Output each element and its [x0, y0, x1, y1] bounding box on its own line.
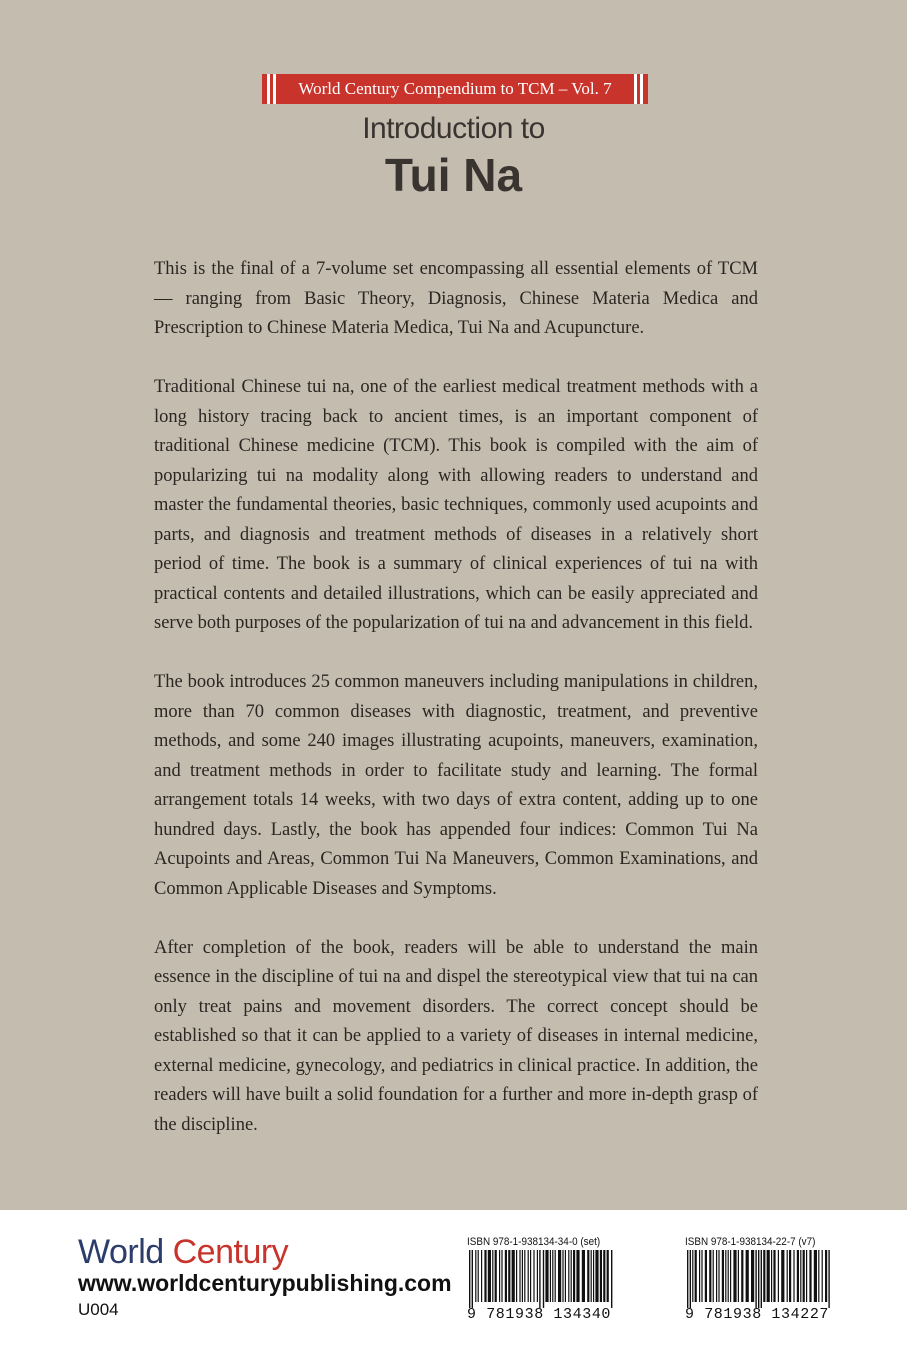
banner-stripe — [267, 74, 270, 104]
isbn-volume-label: ISBN 978-1-938134-22-7 (v7) — [685, 1236, 816, 1248]
barcode-bar — [543, 1250, 544, 1308]
barcode-bar — [713, 1250, 714, 1302]
barcode-bar — [545, 1250, 548, 1302]
barcode-bar — [806, 1250, 807, 1302]
footer-panel — [0, 1210, 907, 1360]
barcode-bar — [701, 1250, 702, 1302]
barcode-bar — [565, 1250, 566, 1302]
barcode-bar — [571, 1250, 572, 1302]
barcode-bar — [716, 1250, 717, 1302]
barcode-bar — [508, 1250, 510, 1302]
barcode-bar — [505, 1250, 507, 1302]
barcode-bar — [809, 1250, 811, 1302]
barcode-bar — [773, 1250, 775, 1302]
barcode-bar — [751, 1250, 754, 1302]
barcode-bar — [555, 1250, 556, 1302]
barcode-bar — [825, 1250, 827, 1302]
banner-stripe — [273, 74, 276, 104]
description-paragraph: Traditional Chinese tui na, one of the earliest medical treatment methods with a long history tracing back to ancient times, is an important component of traditional Chinese medicine (TCM). This book is compiled with the aim of popularizing tui na modality along with allowing readers to understand and master the fundamental theories, basic techniques, commonly used acupoints and parts, and diagnosis and treatment methods of diseases in a relatively short period of time. The book is a summary of clinical experiences of tui na with practical contents and detailed illustrations, which can be easily appreciated and serve both purposes of the popularization of tui na and advancement in this field. — [154, 377, 758, 633]
barcode-bar — [755, 1250, 756, 1308]
barcode-bar — [822, 1250, 823, 1302]
barcode-bar — [587, 1250, 589, 1302]
barcode-bar — [687, 1250, 688, 1308]
barcode-bar — [562, 1250, 563, 1302]
barcode-bar — [537, 1250, 538, 1302]
barcode-bar — [472, 1250, 473, 1308]
barcode-bar — [492, 1250, 493, 1302]
barcode-bar — [591, 1250, 592, 1302]
barcode-bar — [797, 1250, 799, 1302]
barcode-bar — [828, 1250, 829, 1308]
barcode-bar — [595, 1250, 598, 1302]
isbn-set-label: ISBN 978-1-938134-34-0 (set) — [467, 1236, 601, 1248]
barcode-bar — [478, 1250, 479, 1302]
barcode-bar — [522, 1250, 523, 1302]
barcode-bar — [728, 1250, 729, 1302]
barcode-bar — [738, 1250, 739, 1302]
barcode-bar — [501, 1250, 502, 1302]
barcode-bar — [818, 1250, 819, 1302]
barcode-volume — [685, 1236, 835, 1323]
barcode-bar — [722, 1250, 724, 1302]
barcode-bar — [733, 1250, 736, 1302]
logo-word-world: World — [78, 1233, 164, 1271]
barcode-bar — [814, 1250, 817, 1302]
barcode-bar — [499, 1250, 500, 1302]
barcode-bar — [767, 1250, 770, 1302]
barcode-bar — [528, 1250, 529, 1302]
barcode-bar — [787, 1250, 788, 1302]
barcode-bar — [484, 1250, 486, 1302]
barcode-bar — [800, 1250, 801, 1302]
barcode-bar — [519, 1250, 520, 1302]
barcode-bar — [699, 1250, 700, 1302]
barcode-bar — [552, 1250, 553, 1302]
logo-word-century: Century — [172, 1233, 289, 1271]
barcode-bar — [741, 1250, 743, 1302]
barcode-bar — [690, 1250, 691, 1308]
barcode-bar — [600, 1250, 602, 1302]
barcode-bar — [709, 1250, 711, 1302]
publisher-logo — [78, 1233, 288, 1272]
barcode-bar — [781, 1250, 784, 1302]
barcode-bar — [582, 1250, 585, 1302]
barcode-bar — [524, 1250, 525, 1302]
publisher-website: www.worldcenturypublishing.com — [78, 1270, 452, 1296]
description — [154, 255, 758, 1170]
barcode-bar — [512, 1250, 515, 1302]
barcode-bar — [761, 1250, 762, 1308]
title-intro: Introduction to — [362, 112, 545, 145]
barcode-bar — [793, 1250, 794, 1302]
barcode-bar — [607, 1250, 609, 1302]
barcode-bar — [488, 1250, 491, 1302]
barcode-bar — [495, 1250, 497, 1302]
barcode-bar — [611, 1250, 612, 1308]
barcode-bar — [558, 1250, 561, 1302]
banner-stripe — [640, 74, 643, 104]
series-banner — [262, 74, 648, 104]
description-paragraph: After completion of the book, readers will be able to understand the main essence in the discipline of tui na and dispel the stereotypical view that tui na can only treat pains and movement disorders. The correct concept should be established so that it can be applied to a variety of diseases in internal medicine, external medicine, gynecology, and pediatrics in clinical practice. In addition, the readers will have built a solid foundation for a further and more in-depth grasp of the discipline. — [154, 937, 758, 1135]
barcode-bar — [481, 1250, 482, 1302]
barcode-bar — [789, 1250, 791, 1302]
barcode-bar — [469, 1250, 470, 1308]
barcode-bar — [573, 1250, 575, 1302]
book-title: Tui Na — [384, 149, 523, 201]
barcode-set-digits: 9 781938 134340 — [467, 1306, 612, 1323]
barcode-bar — [725, 1250, 726, 1302]
barcode-bar — [593, 1250, 594, 1302]
barcode-bar — [695, 1250, 697, 1302]
barcode-volume-digits: 9 781938 134227 — [685, 1306, 830, 1323]
description-paragraph: This is the final of a 7-volume set encompassing all essential elements of TCM — ranging from Basic Theory, Diagnosis, Chinese Materia Medica and Prescription to Chinese Materia Medica, Tui Na and Acupuncture. — [154, 259, 758, 338]
barcode-bar — [803, 1250, 805, 1302]
banner-stripe — [634, 74, 637, 104]
barcode-bar — [692, 1250, 693, 1302]
barcode-bars-icon — [685, 1250, 833, 1308]
barcode-bar — [576, 1250, 579, 1302]
description-paragraph: The book introduces 25 common maneuvers including manipulations in children, more than 70 common diseases with diagnostic, treatment, and preventive methods, and some 240 images illustrating acupoints, maneuvers, examination, and treatment methods in order to facilitate study and learning. The formal arrangement totals 14 weeks, with two days of extra content, adding up to one hundred days. Lastly, the book has appended four indices: Common Tui Na Acupoints and Areas, Common Tui Na Maneuvers, Common Examinations, and Common Applicable Diseases and Symptoms. — [154, 672, 758, 899]
barcode-bar — [475, 1250, 476, 1302]
barcode-bar — [718, 1250, 719, 1302]
barcode-bar — [516, 1250, 517, 1302]
product-code: U004 — [78, 1300, 119, 1319]
barcode-bar — [771, 1250, 772, 1302]
barcode-bar — [550, 1250, 551, 1302]
barcode-set — [467, 1236, 617, 1323]
barcode-bar — [568, 1250, 569, 1302]
barcode-bar — [763, 1250, 765, 1302]
barcode-bar — [746, 1250, 749, 1302]
series-label: World Century Compendium to TCM – Vol. 7 — [298, 79, 612, 98]
barcode-bar — [778, 1250, 779, 1302]
barcode-bar — [603, 1250, 605, 1302]
barcode-bar — [530, 1250, 531, 1302]
barcode-bar — [758, 1250, 759, 1308]
barcode-bar — [533, 1250, 534, 1302]
barcode-bar — [705, 1250, 707, 1302]
barcode-bar — [730, 1250, 731, 1302]
barcode-bars-icon — [467, 1250, 615, 1308]
barcode-bar — [539, 1250, 540, 1308]
